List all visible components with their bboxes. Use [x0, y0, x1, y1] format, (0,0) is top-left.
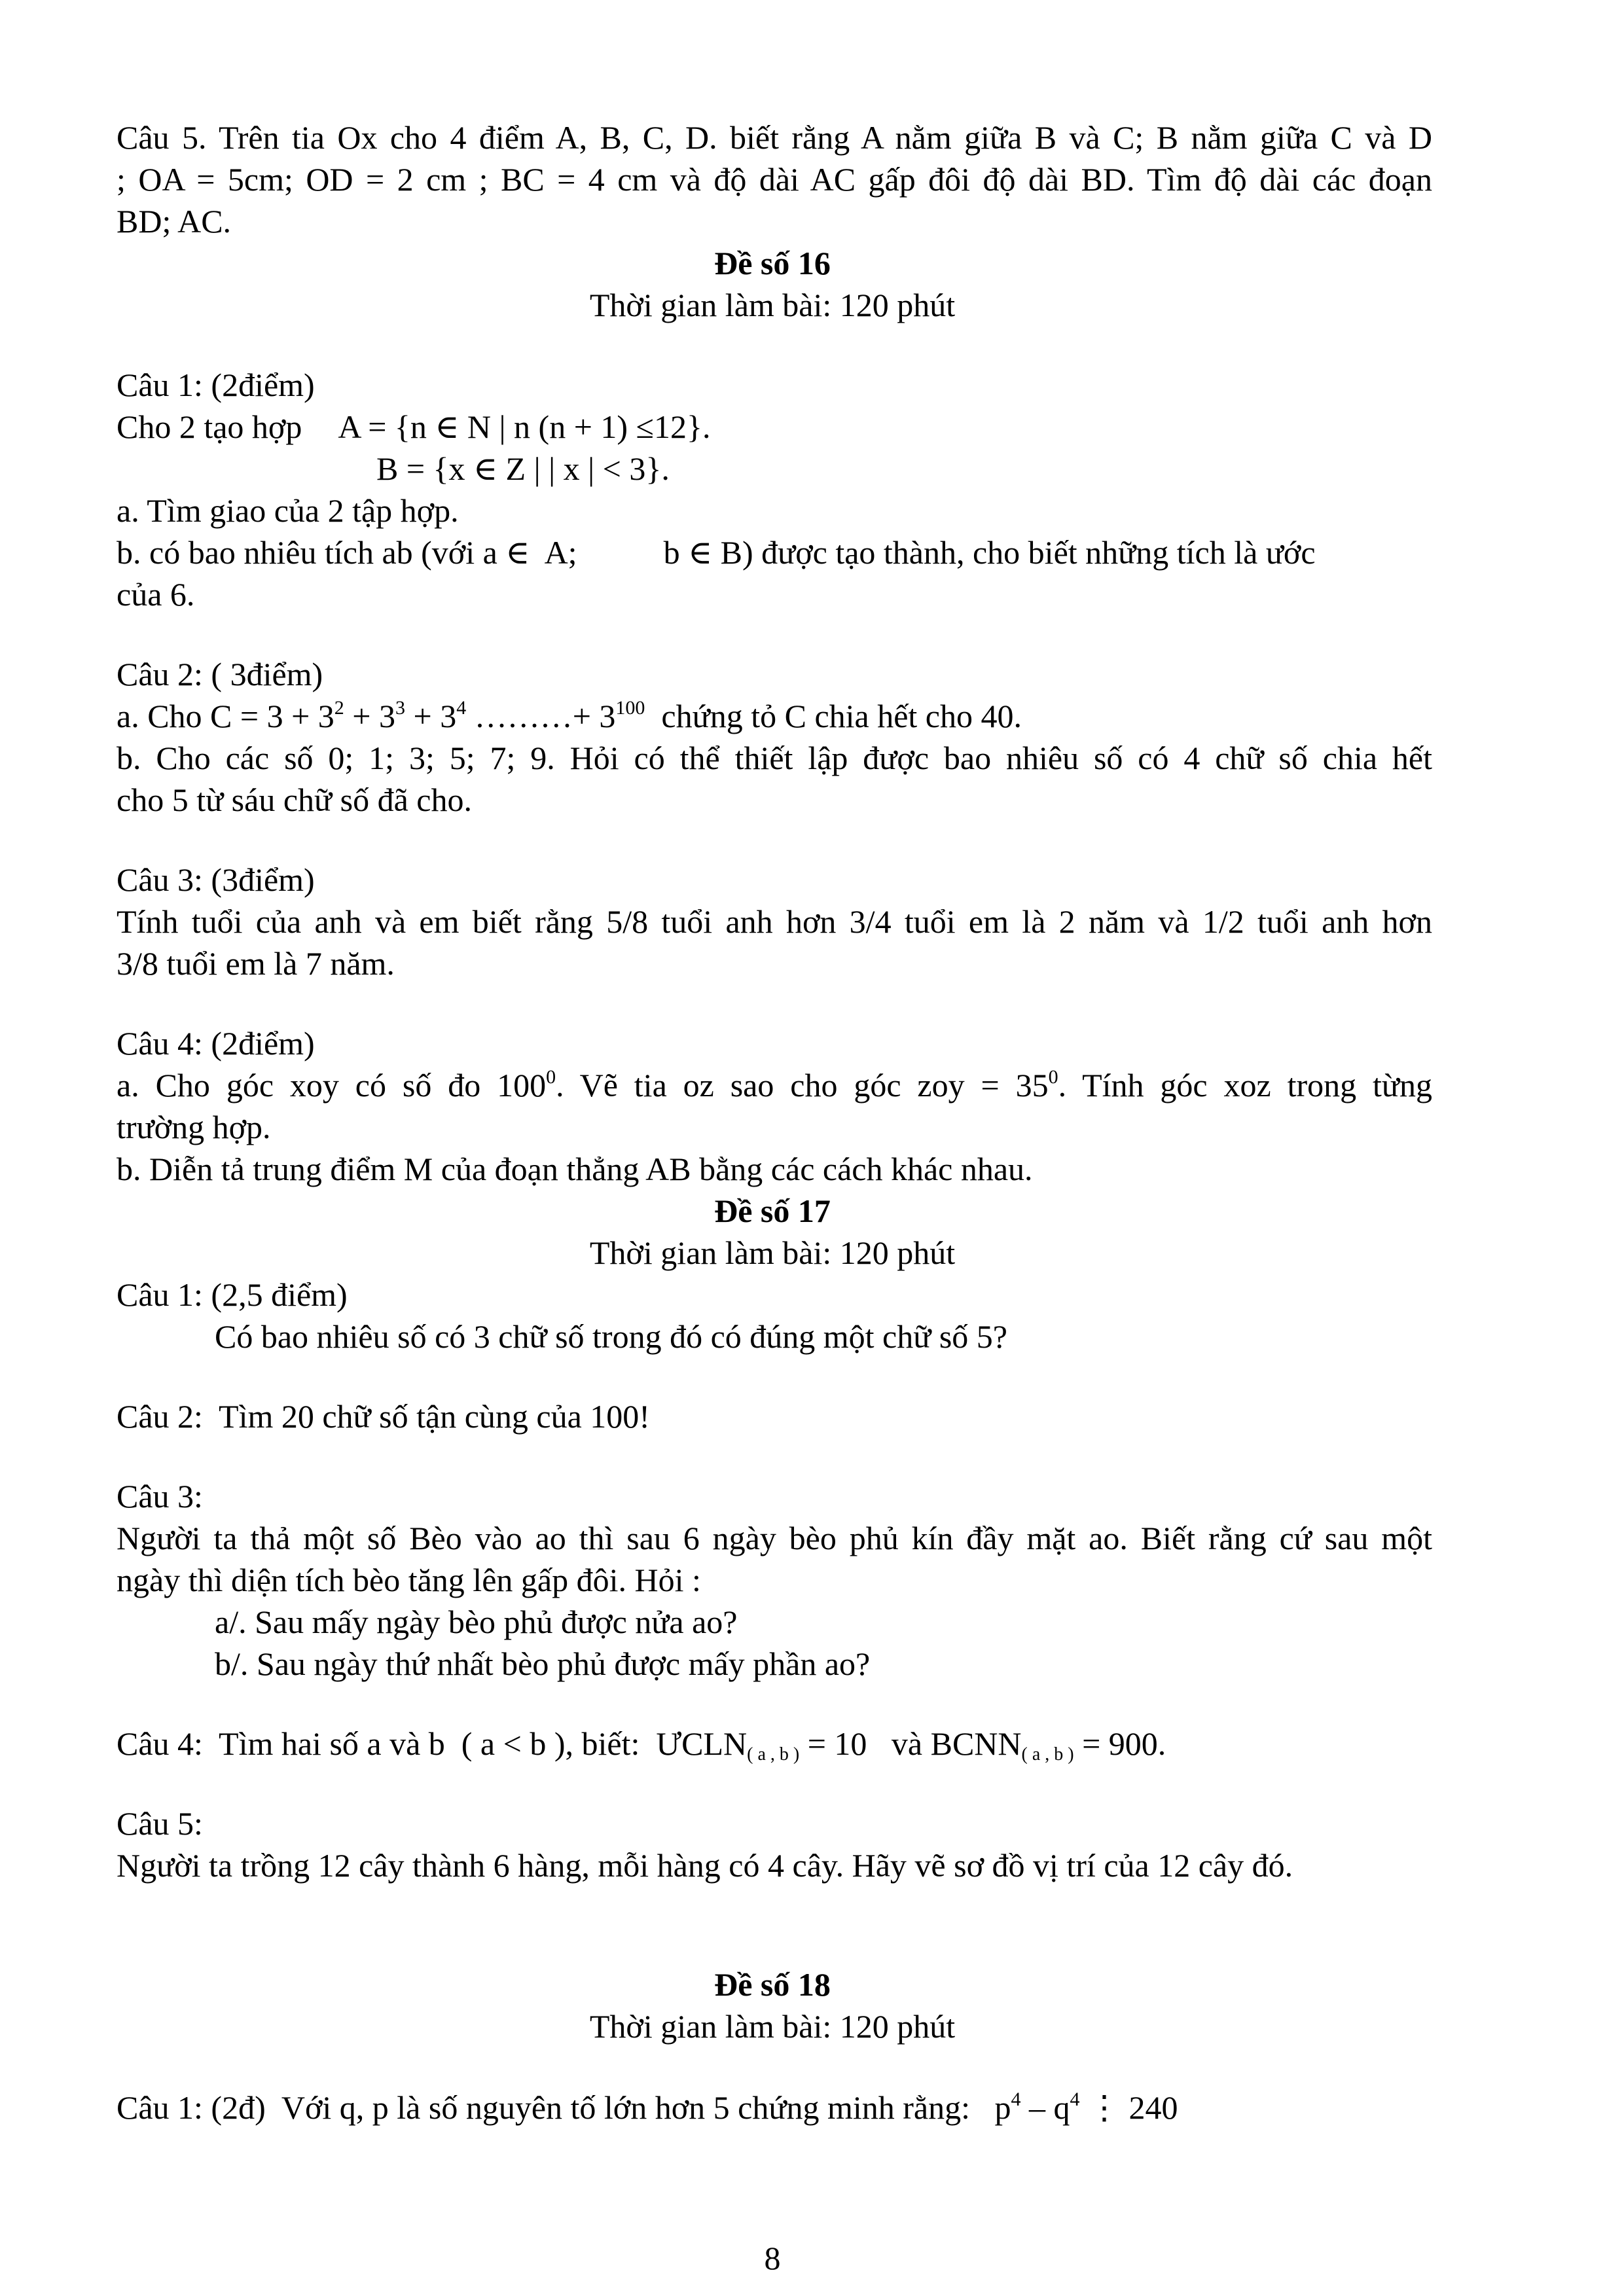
exam17-q3-heading: Câu 3: — [117, 1478, 203, 1515]
exam16-q4-part-a-line2: trường hợp. — [117, 1109, 271, 1145]
q2a-exp-100: 100 — [615, 697, 645, 719]
q2a-text-4: ………+ 3 — [466, 698, 616, 734]
exam17-q1-heading: Câu 1: (2,5 điểm) — [117, 1276, 348, 1313]
q4-text-1: Câu 4: Tìm hai số a và b ( a < b ), biết: ƯCLN — [117, 1725, 748, 1762]
exam16-q2-part-a — [117, 695, 1432, 742]
exam16-q1-part-b-end: b ∈ B) được tạo thành, cho biết những tích là ước — [663, 534, 1316, 571]
exam16-q3-line1: Tính tuổi của anh và em biết rằng 5/8 tuổi anh hơn 3/4 tuổi em là 2 năm và 1/2 tuổi anh hơn — [117, 903, 1432, 940]
prev-cau5-line3: BD; AC. — [117, 203, 232, 240]
exam16-q1-set-b: B = {x ∈ Z | | x | < 3}. — [376, 450, 670, 487]
q2a-exp-4: 4 — [456, 697, 467, 719]
exam17-q3-line1: Người ta thả một số Bèo vào ao thì sau 6 ngày bèo phủ kín đầy mặt ao. Biết rằng cứ sau một — [117, 1520, 1432, 1556]
exam16-q3-heading: Câu 3: (3điểm) — [117, 861, 315, 898]
e18q1-text-2: – q — [1020, 2089, 1070, 2126]
exam16-q1-part-b-line2: của 6. — [117, 576, 195, 613]
exam18-q1 — [117, 2087, 1432, 2134]
q4-subscript-2: ( a , b ) — [1021, 1744, 1074, 1765]
exam16-q3-line2: 3/8 tuổi em là 7 năm. — [117, 945, 395, 982]
exam16-q2-part-b-line2: cho 5 từ sáu chữ số đã cho. — [117, 781, 472, 818]
q4a-text-3: . Tính góc xoz trong từng — [1058, 1067, 1432, 1103]
exam16-q1-set-a — [117, 406, 1432, 448]
e18q1-text-1: Câu 1: (2đ) Với q, p là số nguyên tố lớn hơn 5 chứng minh rằng: p — [117, 2089, 1011, 2126]
exam-17-title: Đề số 17 — [714, 1193, 831, 1229]
exam17-q4 — [117, 1723, 1432, 1770]
exam-18-time: Thời gian làm bài: 120 phút — [589, 2008, 956, 2045]
q4a-degree-1: 0 — [546, 1066, 556, 1088]
q4-text-2: = 10 và BCNN — [799, 1725, 1022, 1762]
exam16-q1-heading: Câu 1: (2điểm) — [117, 367, 315, 403]
exam17-q5-heading: Câu 5: — [117, 1805, 203, 1842]
exam16-q1-part-a: a. Tìm giao của 2 tập hợp. — [117, 492, 459, 529]
q2a-text-5: chứng tỏ C chia hết cho 40. — [645, 698, 1022, 734]
exam17-q3-part-b: b/. Sau ngày thứ nhất bèo phủ được mấy phần ao? — [215, 1645, 871, 1682]
q4a-degree-2: 0 — [1048, 1066, 1058, 1088]
exam-16-time: Thời gian làm bài: 120 phút — [589, 287, 956, 323]
e18q1-exp-2: 4 — [1070, 2089, 1080, 2110]
exam17-q3-part-a: a/. Sau mấy ngày bèo phủ được nửa ao? — [215, 1604, 738, 1640]
exam16-q2-heading: Câu 2: ( 3điểm) — [117, 656, 323, 692]
exam16-q2-part-b-line1: b. Cho các số 0; 1; 3; 5; 7; 9. Hỏi có thể thiết lập được bao nhiêu số có 4 chữ số chia hết — [117, 740, 1432, 776]
exam16-q1-set-a-def: A = {n ∈ N | n (n + 1) ≤12}. — [338, 408, 711, 445]
q2a-text-3: + 3 — [405, 698, 457, 734]
page-number: 8 — [764, 2240, 781, 2276]
exam-17-time: Thời gian làm bài: 120 phút — [589, 1234, 956, 1271]
exam16-q4-part-a — [117, 1064, 1432, 1111]
q2a-text-1: a. Cho C = 3 + 3 — [117, 698, 334, 734]
prev-cau5-line2: ; OA = 5cm; OD = 2 cm ; BC = 4 cm và độ dài AC gấp đôi độ dài BD. Tìm độ dài các đoạn — [117, 161, 1432, 198]
exam17-q3-line2: ngày thì diện tích bèo tăng lên gấp đôi. Hỏi : — [117, 1562, 701, 1598]
exam16-q4-heading: Câu 4: (2điểm) — [117, 1025, 315, 1062]
q4a-text-1: a. Cho góc xoy có số đo 100 — [117, 1067, 547, 1103]
q4a-text-2: . Vẽ tia oz sao cho góc zoy = 35 — [556, 1067, 1049, 1103]
exam16-q1-intro: Cho 2 tạo hợp — [117, 408, 302, 445]
e18q1-text-3: ⋮ 240 — [1079, 2089, 1178, 2126]
exam16-q1-part-b-start: b. có bao nhiêu tích ab (với a ∈ A; — [117, 534, 577, 571]
exam-16-title: Đề số 16 — [714, 245, 831, 281]
exam16-q1-part-b-line1 — [117, 531, 1432, 573]
exam16-q4-part-b: b. Diễn tả trung điểm M của đoạn thẳng AB bằng các cách khác nhau. — [117, 1151, 1033, 1187]
exam17-q2: Câu 2: Tìm 20 chữ số tận cùng của 100! — [117, 1398, 650, 1435]
prev-cau5-line1: Câu 5. Trên tia Ox cho 4 điểm A, B, C, D. biết rằng A nằm giữa B và C; B nằm giữa C và D — [117, 119, 1432, 156]
q2a-exp-2: 2 — [334, 697, 344, 719]
q4-text-3: = 900. — [1074, 1725, 1166, 1762]
q2a-text-2: + 3 — [344, 698, 395, 734]
exam17-q5-text: Người ta trồng 12 cây thành 6 hàng, mỗi hàng có 4 cây. Hãy vẽ sơ đồ vị trí của 12 cây đó. — [117, 1847, 1293, 1884]
exam17-q1-text: Có bao nhiêu số có 3 chữ số trong đó có đúng một chữ số 5? — [215, 1318, 1007, 1355]
exam-18-title: Đề số 18 — [714, 1966, 831, 2003]
q4-subscript-1: ( a , b ) — [747, 1744, 800, 1765]
q2a-exp-3: 3 — [395, 697, 405, 719]
e18q1-exp-1: 4 — [1011, 2089, 1021, 2110]
